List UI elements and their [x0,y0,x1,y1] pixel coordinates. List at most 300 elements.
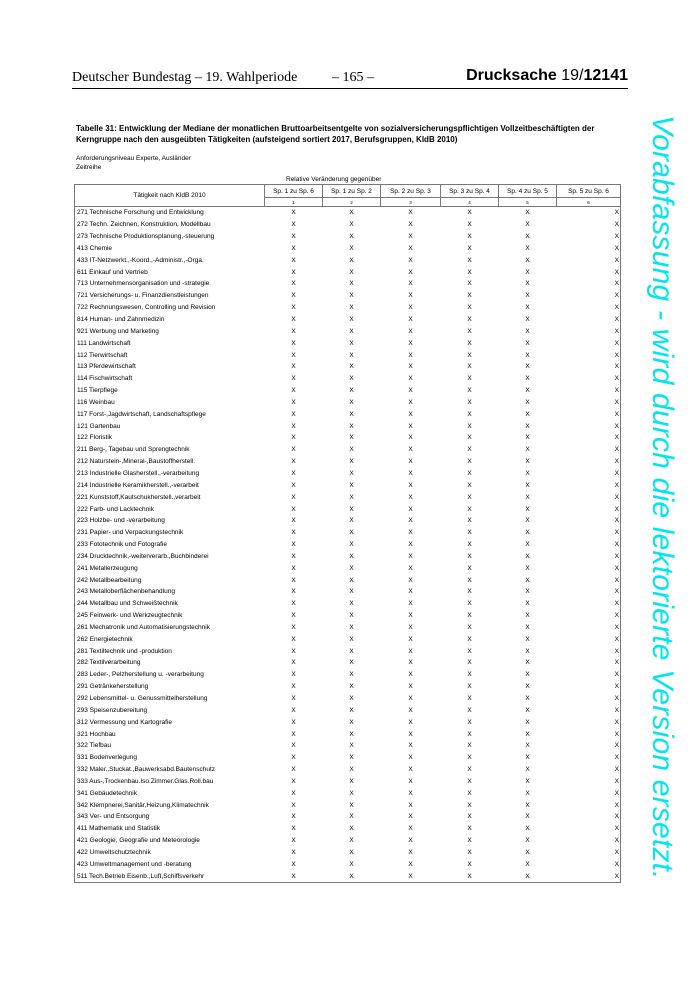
cell-value: X [467,612,472,620]
table-row [75,645,621,657]
row-label: 115 Tierpflege [75,385,265,397]
cell-value: X [291,387,296,395]
cell-value: X [525,446,530,454]
row-label: 511 Tech.Betrieb Eisenb.,Luft,Schiffsverkehr [75,870,265,882]
data-table [74,184,621,883]
cell-value: X [291,517,296,525]
cell-value: X [557,728,621,740]
row-label: 122 Floristik [75,432,265,444]
row-label: 233 Fototechnik und Fotografie [75,539,265,551]
cell-value: X [408,706,413,714]
cell-value: X [408,481,413,489]
cell-value: X [557,787,621,799]
cell-value: X [349,647,354,655]
cell-value: X [291,304,296,312]
cell-value: X [291,327,296,335]
cell-value: X [291,505,296,513]
cell-value: X [349,706,354,714]
document-number [466,67,628,85]
cell-value: X [349,813,354,821]
cell-value: X [525,481,530,489]
cell-value: X [291,481,296,489]
cell-value: X [349,754,354,762]
cell-value: X [349,766,354,774]
cell-value: X [349,375,354,383]
cell-value: X [291,398,296,406]
column-header: Sp. 5 zu Sp. 6 [557,185,621,198]
cell-value: X [557,290,621,302]
cell-value: X [291,529,296,537]
cell-value: X [408,493,413,501]
cell-value: X [525,576,530,584]
cell-value: X [408,351,413,359]
cell-value: X [467,600,472,608]
cell-value: X [408,623,413,631]
cell-value: X [467,695,472,703]
cell-value: X [467,683,472,691]
cell-value: X [349,612,354,620]
cell-value: X [467,813,472,821]
cell-value: X [291,256,296,264]
cell-value: X [408,422,413,430]
row-label: 271 Technische Forschung und Entwicklung [75,207,265,219]
cell-value: X [408,612,413,620]
cell-value: X [557,704,621,716]
cell-value: X [349,351,354,359]
row-label: 312 Vermessung und Kartografie [75,716,265,728]
cell-value: X [291,789,296,797]
cell-value: X [349,387,354,395]
cell-value: X [291,351,296,359]
table-row [75,574,621,586]
cell-value: X [349,848,354,856]
meta-line-1: Anforderungsniveau Experte, Ausländer [76,155,191,162]
cell-value: X [557,231,621,243]
table-row [75,752,621,764]
cell-value: X [467,280,472,288]
cell-value: X [291,363,296,371]
cell-value: X [291,316,296,324]
cell-value: X [349,718,354,726]
cell-value: X [291,671,296,679]
row-label: 721 Versicherungs- u. Finanzdienstleistungen [75,290,265,302]
cell-value: X [408,541,413,549]
cell-value: X [525,304,530,312]
cell-value: X [408,505,413,513]
table-row [75,598,621,610]
cell-value: X [557,669,621,681]
cell-value: X [467,742,472,750]
cell-value: X [291,233,296,241]
row-label: 291 Getränkeherstellung [75,681,265,693]
cell-value: X [467,209,472,217]
cell-value: X [467,860,472,868]
cell-value: X [467,351,472,359]
cell-value: X [349,292,354,300]
cell-value: X [349,339,354,347]
row-label: 244 Metallbau und Schweißtechnik [75,598,265,610]
table-row [75,491,621,503]
cell-value: X [467,446,472,454]
table-row [75,740,621,752]
row-label: 111 Landwirtschaft [75,337,265,349]
cell-value: X [349,469,354,477]
cell-value: X [408,529,413,537]
cell-value: X [525,623,530,631]
table-row [75,479,621,491]
cell-value: X [525,351,530,359]
table-row [75,503,621,515]
cell-value: X [467,848,472,856]
cell-value: X [349,256,354,264]
cell-value: X [525,517,530,525]
cell-value: X [525,327,530,335]
cell-value: X [557,657,621,669]
cell-value: X [557,586,621,598]
cell-value: X [408,635,413,643]
cell-value: X [291,600,296,608]
cell-value: X [349,268,354,276]
table-row [75,314,621,326]
row-label: 221 Kunststoff,Kautschukherstell.,verarbeit [75,491,265,503]
cell-value: X [349,233,354,241]
cell-value: X [349,730,354,738]
cell-value: X [349,695,354,703]
row-label: 121 Gartenbau [75,420,265,432]
cell-value: X [525,695,530,703]
table-row [75,681,621,693]
column-header: Sp. 1 zu Sp. 6 [265,185,323,198]
cell-value: X [467,552,472,560]
cell-value: X [408,777,413,785]
cell-value: X [408,837,413,845]
table-row [75,764,621,776]
cell-value: X [557,207,621,219]
cell-value: X [557,799,621,811]
table-row [75,586,621,598]
cell-value: X [557,243,621,255]
row-label: 245 Feinwerk- und Werkzeugtechnik [75,610,265,622]
column-number: 6 [557,198,621,207]
cell-value: X [291,458,296,466]
row-label: 114 Fischwirtschaft [75,373,265,385]
cell-value: X [557,479,621,491]
cell-value: X [467,233,472,241]
cell-value: X [291,623,296,631]
cell-value: X [557,397,621,409]
cell-value: X [525,825,530,833]
table-row [75,468,621,480]
cell-value: X [557,527,621,539]
cell-value: X [525,777,530,785]
cell-value: X [349,777,354,785]
table-row [75,243,621,255]
cell-value: X [467,529,472,537]
cell-value: X [525,813,530,821]
cell-value: X [525,410,530,418]
cell-value: X [525,209,530,217]
cell-value: X [349,552,354,560]
cell-value: X [557,219,621,231]
cell-value: X [349,221,354,229]
row-label: 713 Unternehmensorganisation und -strategie [75,278,265,290]
cell-value: X [291,434,296,442]
column-number: 1 [265,198,323,207]
cell-value: X [525,339,530,347]
cell-value: X [408,458,413,466]
cell-value: X [349,635,354,643]
cell-value: X [557,491,621,503]
table-row [75,432,621,444]
cell-value: X [408,600,413,608]
cell-value: X [349,446,354,454]
cell-value: X [525,233,530,241]
cell-value: X [467,493,472,501]
cell-value: X [525,552,530,560]
table-row [75,397,621,409]
cell-value: X [467,316,472,324]
cell-value: X [467,339,472,347]
row-label: 211 Berg-, Tagebau und Sprengtechnik [75,444,265,456]
row-label: 261 Mechatronik und Automatisierungstechnik [75,622,265,634]
cell-value: X [467,304,472,312]
cell-value: X [467,801,472,809]
cell-value: X [557,408,621,420]
cell-value: X [525,398,530,406]
row-label: 322 Tiefbau [75,740,265,752]
cell-value: X [467,517,472,525]
cell-value: X [557,823,621,835]
cell-value: X [557,456,621,468]
cell-value: X [291,446,296,454]
row-label: 242 Metallbearbeitung [75,574,265,586]
cell-value: X [349,244,354,252]
document-number-main: 12141 [583,67,628,84]
row-label: 113 Pferdewirtschaft [75,361,265,373]
row-label: 411 Mathematik und Statistik [75,823,265,835]
cell-value: X [408,316,413,324]
cell-value: X [557,432,621,444]
cell-value: X [525,280,530,288]
cell-value: X [291,612,296,620]
cell-value: X [525,505,530,513]
table-row [75,254,621,266]
cell-value: X [291,801,296,809]
cell-value: X [467,256,472,264]
row-label: 241 Metallerzeugung [75,562,265,574]
table-row [75,408,621,420]
column-number: 5 [499,198,557,207]
row-label: 117 Forst-,Jagdwirtschaft, Landschaftspflege [75,408,265,420]
cell-value: X [291,848,296,856]
cell-value: X [467,730,472,738]
cell-value: X [291,813,296,821]
cell-value: X [408,398,413,406]
cell-value: X [467,363,472,371]
row-label: 333 Aus-,Trockenbau.Iso.Zimmer.Glas.Roll.bau [75,776,265,788]
cell-value: X [467,221,472,229]
cell-value: X [408,209,413,217]
row-label: 213 Industrielle Glasherstell.,-verarbeitung [75,468,265,480]
cell-value: X [349,434,354,442]
cell-value: X [525,493,530,501]
table-row [75,550,621,562]
cell-value: X [467,292,472,300]
cell-value: X [525,375,530,383]
table-row [75,385,621,397]
cell-value: X [291,777,296,785]
cell-value: X [349,304,354,312]
table-row [75,622,621,634]
table-row [75,847,621,859]
cell-value: X [525,635,530,643]
cell-value: X [291,541,296,549]
cell-value: X [291,422,296,430]
row-label: 423 Umweltmanagement und -beratung [75,858,265,870]
column-header: Sp. 1 zu Sp. 2 [323,185,381,198]
table-row [75,278,621,290]
table-row [75,776,621,788]
cell-value: X [291,410,296,418]
row-label: 234 Drucktechnik,-weiterverarb.,Buchbinderei [75,550,265,562]
cell-value: X [408,469,413,477]
table-meta [76,154,191,172]
table-row [75,633,621,645]
cell-value: X [408,789,413,797]
cell-value: X [408,576,413,584]
row-label: 116 Weinbau [75,397,265,409]
cell-value: X [557,574,621,586]
cell-value: X [408,730,413,738]
table-row [75,704,621,716]
cell-value: X [467,576,472,584]
cell-value: X [467,244,472,252]
document-number-prefix: 19/ [561,67,584,84]
cell-value: X [349,541,354,549]
cell-value: X [525,659,530,667]
cell-value: X [557,325,621,337]
cell-value: X [467,671,472,679]
cell-value: X [291,730,296,738]
table-row [75,716,621,728]
cell-value: X [408,766,413,774]
cell-value: X [525,848,530,856]
cell-value: X [291,244,296,252]
cell-value: X [525,789,530,797]
cell-value: X [408,552,413,560]
cell-value: X [408,363,413,371]
table-title: Tabelle 31: Entwicklung der Mediane der monatlichen Bruttoarbeitsentgelte von sozialversicherungspflichtigen Vollzeitbeschäftigten der Kerngruppe nach den ausgeübten Tätigkeiten (aufsteigend sortiert 2017, Berufsgruppen, KldB 2010) [76,124,595,144]
row-label: 292 Lebensmittel- u. Genussmittelherstellung [75,693,265,705]
cell-value: X [291,706,296,714]
cell-value: X [467,564,472,572]
cell-value: X [349,576,354,584]
cell-value: X [349,588,354,596]
cell-value: X [467,754,472,762]
column-number: 2 [323,198,381,207]
table-row [75,456,621,468]
document-label: Drucksache [466,67,557,84]
cell-value: X [557,550,621,562]
row-label: 214 Industrielle Keramikherstell.,-verarbeit [75,479,265,491]
cell-value: X [467,541,472,549]
cell-value: X [525,706,530,714]
cell-value: X [467,481,472,489]
cell-value: X [291,659,296,667]
row-label: 223 Holzbe- und -verarbeitung [75,515,265,527]
row-label: 222 Farb- und Lacktechnik [75,503,265,515]
cell-value: X [557,503,621,515]
cell-value: X [441,870,499,882]
cell-value: X [291,292,296,300]
cell-value: X [467,706,472,714]
cell-value: X [291,339,296,347]
column-number: 4 [441,198,499,207]
cell-value: X [291,766,296,774]
column-number: 3 [381,198,441,207]
cell-value: X [349,517,354,525]
cell-value: X [291,280,296,288]
cell-value: X [525,718,530,726]
table-row [75,349,621,361]
cell-value: X [557,716,621,728]
cell-value: X [557,847,621,859]
cell-value: X [467,777,472,785]
cell-value: X [408,280,413,288]
table-row [75,870,621,882]
cell-value: X [349,327,354,335]
cell-value: X [408,683,413,691]
table-row [75,669,621,681]
cell-value: X [467,635,472,643]
cell-value: X [349,671,354,679]
table-row [75,823,621,835]
cell-value: X [408,434,413,442]
cell-value: X [467,766,472,774]
cell-value: X [467,387,472,395]
cell-value: X [525,268,530,276]
row-label: 413 Chemie [75,243,265,255]
cell-value: X [349,398,354,406]
row-label: 814 Human- und Zahnmedizin [75,314,265,326]
cell-value: X [557,444,621,456]
cell-value: X [525,801,530,809]
table-row [75,527,621,539]
cell-value: X [408,375,413,383]
cell-value: X [291,588,296,596]
cell-value: X [291,552,296,560]
table-row [75,219,621,231]
table-row [75,610,621,622]
cell-value: X [525,860,530,868]
table-row [75,858,621,870]
cell-value: X [265,870,323,882]
cell-value: X [349,493,354,501]
cell-value: X [499,870,557,882]
cell-value: X [408,304,413,312]
cell-value: X [557,776,621,788]
table-row [75,693,621,705]
table-row [75,207,621,219]
cell-value: X [525,671,530,679]
cell-value: X [467,422,472,430]
table-row [75,420,621,432]
cell-value: X [408,244,413,252]
cell-value: X [525,244,530,252]
table-body [75,207,621,883]
cell-value: X [525,754,530,762]
row-label: 422 Umweltschutztechnik [75,847,265,859]
